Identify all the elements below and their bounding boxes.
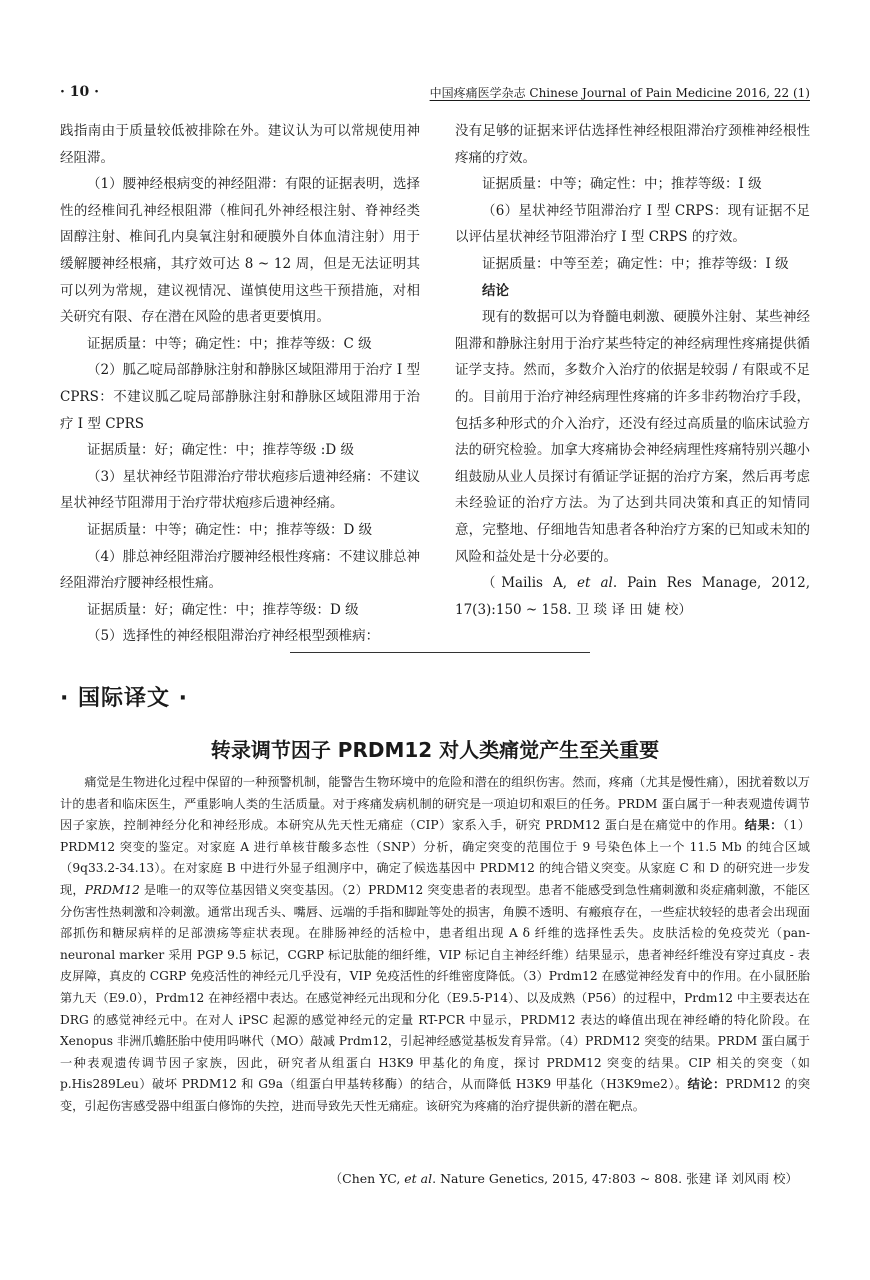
paragraph: 践指南由于质量较低被排除在外。建议认为可以常规使用神经阻滞。 bbox=[60, 123, 420, 166]
paragraph: （4）腓总神经阻滞治疗腰神经根性疼痛：不建议腓总神经阻滞治疗腰神经根性痛。 bbox=[60, 548, 420, 592]
journal-name: 中国疼痛医学杂志 Chinese Journal of Pain Medicine 2016, 22 (1) bbox=[429, 86, 810, 100]
page-header bbox=[60, 84, 810, 106]
conclusion-heading: 结论 bbox=[482, 282, 509, 299]
evidence-line: 证据质量：好；确定性：中；推荐等级 :D 级 bbox=[87, 442, 354, 459]
page-number: · 10 · bbox=[60, 84, 99, 100]
paragraph: 没有足够的证据来评估选择性神经根阻滞治疗颈椎神经根性疼痛的疗效。 bbox=[455, 123, 810, 166]
abstract-paragraph: 痛觉是生物进化过程中保留的一种预警机制，能警告生物环境中的危险和潜在的组织伤害。然而，疼痛（尤其是慢性痛），困扰着数以万计的患者和临床医生，严重影响人类的生活质量。对于疼痛发病机制的研究是一项迫切和艰巨的任务。PRDM 蛋白属于一种表观遗传调节因子家族，控制神经分化和神经形成。本研究从先天性无痛症（CIP）家系入手，研究 PRDM12 蛋白是在痛觉中的作用。结果：（1）PRDM12 突变的鉴定。对家庭 A 进行单核苷酸多态性（SNP）分析，确定突变的范围位于 9 号染色体上一个 11.5 Mb 的纯合区域（9q33.2-34.13）。在对家庭 B 中进行外显子组测序中，确定了候选基因中 PRDM12 的纯合错义突变。从家庭 C 和 D 的研究进一步发现，PRDM12 是唯一的双等位基因错义突变基因。（2）PRDM12 突变患者的表现型。患者不能感受到急性痛刺激和炎症痛刺激，不能区分伤害性热刺激和冷刺激。通常出现舌头、嘴唇、远端的手指和脚趾等处的损害，角膜不透明、有瘢痕存在，一些症状较轻的患者会出现面部抓伤和糖尿病样的足部溃疡等症状表现。在腓肠神经的活检中，患者组出现 A δ 纤维的选择性丢失。皮肤活检的免疫荧光（pan-neuronal marker 采用 PGP 9.5 标记，CGRP 标记肽能的细纤维，VIP 标记自主神经纤维）结果显示，患者神经纤维没有穿过真皮 - 表皮屏障，真皮的 CGRP 免疫活性的神经元几乎没有，VIP 免疫活性的纤维密度降低。（3）Prdm12 在感觉神经发育中的作用。在小鼠胚胎第九天（E9.0），Prdm12 在神经褶中表达。在感觉神经元出现和分化（E9.5-P14）、以及成熟（P56）的过程中，Prdm12 中主要表达在 DRG 的感觉神经元中。在对人 iPSC 起源的感觉神经元的定量 RT-PCR 中显示，PRDM12 表达的峰值出现在神经嵴的特化阶段。在 Xenopus 非洲爪蟾胚胎中使用吗啉代（MO）敲减 Prdm12，引起神经感觉基板发育异常。（4）PRDM12 突变的结果。PRDM 蛋白属于一种表观遗传调节因子家族，因此，研究者从组蛋白 H3K9 甲基化的角度，探讨 PRDM12 突变的结果。CIP 相关的突变（如 p.His289Leu）破坏 PRDM12 和 G9a（组蛋白甲基转移酶）的结合，从而降低 H3K9 甲基化（H3K9me2）。结论：PRDM12 的突变，引起伤害感受器中组蛋白修饰的失控，进而导致先天性无痛症。该研究为疼痛的治疗提供新的潜在靶点。 bbox=[60, 775, 811, 1113]
paragraph: （6）星状神经节阻滞治疗 I 型 CRPS：现有证据不足以评估星状神经节阻滞治疗 I 型 CRPS 的疗效。 bbox=[455, 202, 810, 246]
evidence-line: 证据质量：好；确定性：中；推荐等级：D 级 bbox=[87, 601, 359, 618]
evidence-line: 证据质量：中等；确定性：中；推荐等级：I 级 bbox=[482, 176, 762, 193]
article-abstract bbox=[60, 772, 810, 1118]
right-column bbox=[455, 118, 810, 623]
section-divider bbox=[290, 652, 590, 653]
evidence-line: 证据质量：中等；确定性：中；推荐等级：C 级 bbox=[87, 335, 372, 352]
paragraph: （2）胍乙啶局部静脉注射和静脉区域阻滞用于治疗 I 型 CPRS：不建议胍乙啶局部静脉注射和静脉区域阻滞用于治疗 I 型 CPRS bbox=[60, 362, 421, 432]
conclusion-paragraph: 现有的数据可以为脊髓电刺激、硬膜外注射、某些神经阻滞和静脉注射用于治疗某些特定的神经病理性疼痛提供循证学支持。然而，多数介入治疗的依据是较弱 / 有限或不足的。目前用于治疗神经病理性疼痛的许多非药物治疗手段，包括多种形式的介入治疗，还没有经过高质量的临床试验方法的研究检验。加拿大疼痛协会神经病理性疼痛特别兴趣小组鼓励从业人员探讨有循证学证据的治疗方案，然后再考虑未经验证的治疗方法。为了达到共同决策和真正的知情同意，完整地、仔细地告知患者各种治疗方案的已知或未知的风险和益处是十分必要的。 bbox=[455, 309, 810, 565]
article-citation: （Chen YC, et al. Nature Genetics, 2015, 47:803 ~ 808. 张建 译 刘风雨 校） bbox=[329, 1171, 798, 1186]
left-column bbox=[60, 118, 420, 650]
paragraph: （3）星状神经节阻滞治疗带状疱疹后遗神经痛：不建议星状神经节阻滞用于治疗带状疱疹后遗神经痛。 bbox=[60, 468, 420, 512]
evidence-line: 证据质量：中等；确定性：中；推荐等级：D 级 bbox=[87, 521, 373, 538]
paragraph: （5）选择性的神经根阻滞治疗神经根型颈椎病： bbox=[87, 628, 380, 645]
article-title: 转录调节因子 PRDM12 对人类痛觉产生至关重要 bbox=[210, 738, 660, 762]
paragraph: （1）腰神经根病变的神经阻滞：有限的证据表明，选择性的经椎间孔神经根阻滞（椎间孔外神经根注射、脊神经类固醇注射、椎间孔内臭氧注射和硬膜外自体血清注射）用于缓解腰神经根痛，其疗效可达 8 ~ 12 周，但是无法证明其可以列为常规，建议视情况、谨慎使用这些干预措施，对相关研究有限、存在潜在风险的患者更要慎用。 bbox=[60, 176, 420, 326]
reference: （Mailis A, et al. Pain Res Manage, 2012, 17(3):150 ~ 158. 卫 琰 译 田 婕 校） bbox=[455, 575, 810, 618]
evidence-line: 证据质量：中等至差；确定性：中；推荐等级：I 级 bbox=[482, 255, 789, 272]
section-label: · 国际译文 · bbox=[60, 686, 189, 711]
